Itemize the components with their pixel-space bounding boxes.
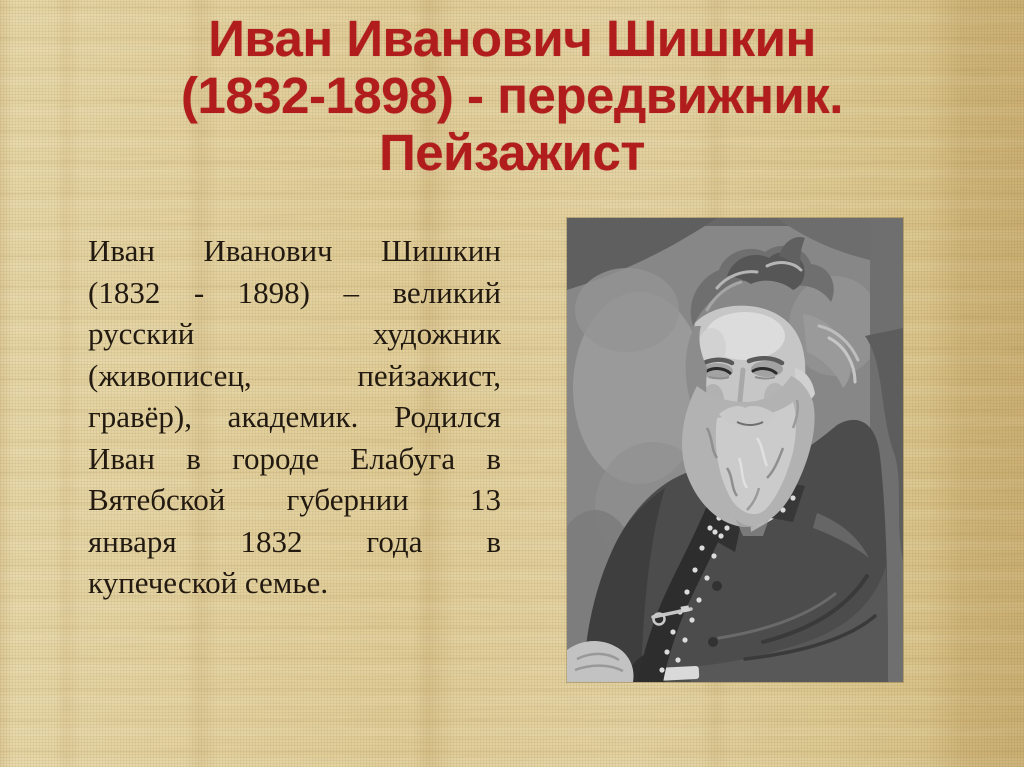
portrait-illustration [567, 218, 903, 682]
slide-title-line: Пейзажист [379, 124, 645, 181]
bio-text-line: гравёр), академик. Родился [88, 399, 501, 434]
slide-title-line: (1832-1898) - передвижник. [181, 67, 843, 124]
bio-text-line: (1832 - 1898) – великий [88, 274, 501, 310]
bio-paragraph [88, 230, 501, 604]
bio-text-line: Иван в городе Елабуга в [88, 440, 501, 476]
bio-text-line: Иван Иванович Шишкин [88, 233, 501, 268]
portrait-photo [567, 218, 903, 682]
slide-title-line: Иван Иванович Шишкин [208, 10, 816, 67]
bio-text-line: (живописец, пейзажист, [88, 357, 501, 393]
slide-title [0, 10, 1024, 181]
bio-text-line: Вятебской губернии 13 [88, 482, 501, 517]
bio-text-line: января 1832 года в [88, 523, 501, 559]
bio-text-line: русский художник [88, 316, 501, 351]
bio-text-line: купеческой семье. [88, 565, 329, 600]
